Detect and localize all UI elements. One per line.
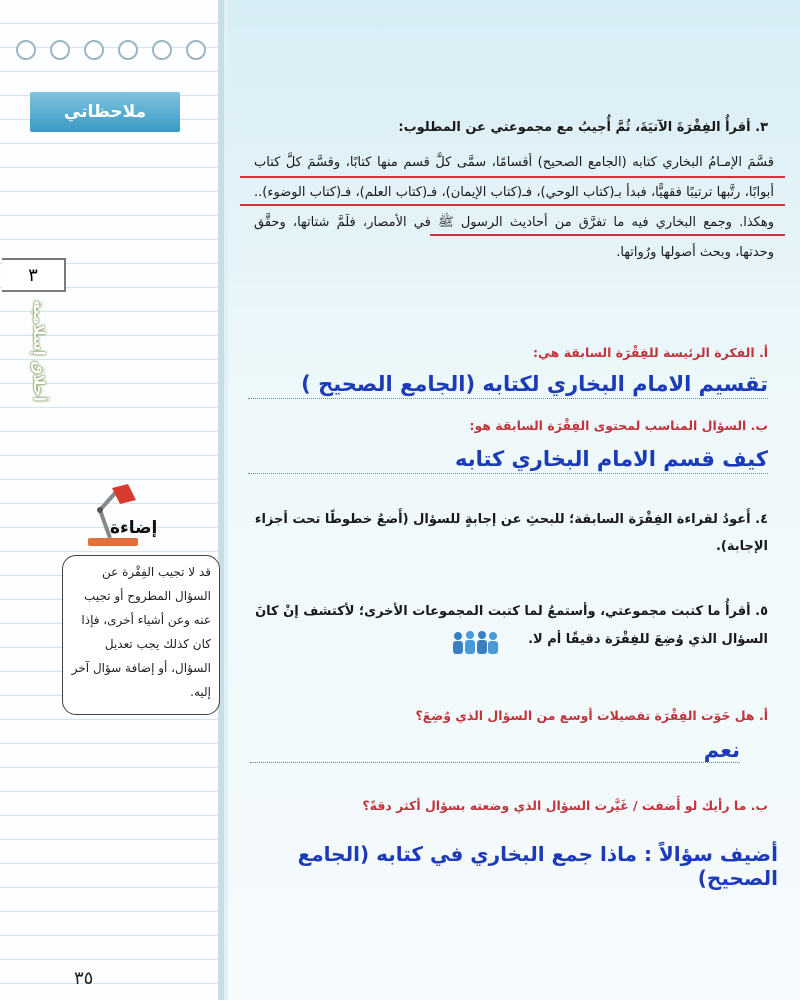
page-number: ٣٥ bbox=[74, 968, 94, 989]
question-5b-answer[interactable]: أضيف سؤالاً : ماذا جمع البخاري في كتابه (الجامع الصحيح) bbox=[297, 842, 778, 890]
question-5a-label: أ. هل حَوَت الفِقْرَة تفصيلات أوسع من السؤال الذي وُضِعَ؟ bbox=[415, 708, 768, 723]
question-5a-answer[interactable]: نعم bbox=[250, 738, 740, 763]
question-4-text: ٤. أَعودُ لقراءة الفِقْرَة السابقة؛ للبحثِ عن إجابةٍ للسؤال (أَضعُ خطوطًا تحت أجزاء الإجابة). bbox=[254, 512, 768, 554]
question-3-title: ٣. أقرأُ الفِقْرَةَ الآتيَةَ، ثُمَّ أُجيبُ مع مجموعتي عن المطلوب: bbox=[398, 120, 768, 135]
notes-title: ملاحظاتي bbox=[30, 92, 180, 132]
unit-title: أخلاق إسلامية bbox=[30, 300, 48, 402]
question-3a-answer[interactable]: تقسيم الامام البخاري لكتابه (الجامع الصحيح ) bbox=[248, 372, 768, 399]
tip-text: قد لا تجيب الفِقْرة عن السؤال المطروح أو تجيب عنه وعن أشياء أخرى، فإذا كان كذلك يجب تعديل السؤال، أو إضافة سؤال آخر إليه. bbox=[71, 565, 211, 699]
desk-lamp-icon bbox=[80, 480, 150, 550]
ring-icon bbox=[84, 40, 104, 60]
ring-icon bbox=[152, 40, 172, 60]
tip-box bbox=[62, 555, 220, 715]
answer-underline bbox=[430, 234, 785, 236]
answer-underline bbox=[240, 204, 785, 206]
question-5-text: ٥. أقرأُ ما كتبت مجموعتي، وأستمعُ لما كتبت المجموعات الأخرى؛ لأكتشف إنْ كانَ السؤال الذي وُضِعَ للفِقْرَة دقيقًا أم لا. bbox=[255, 604, 768, 647]
ring-icon bbox=[50, 40, 70, 60]
question-3a-label: أ. الفكرة الرئيسة للفِقْرَة السابقة هي: bbox=[533, 345, 768, 360]
ring-icon bbox=[118, 40, 138, 60]
unit-number: ٣ bbox=[2, 258, 66, 292]
question-3-paragraph: قسَّمَ الإمـامُ البخاري كتابه (الجامع الصحيح) أقسامًا، سمَّى كلَّ قسم منها كتابًا، وقسَّمَ كلَّ كتاب أبوابًا، رتَّبها ترتيبًا فقهيًّا، فبدأ بـ(كتاب الوحي)، فـ(كتاب الإيمان)، فـ(كتاب العلم)، فـ(كتاب الوضوء).. وهكذا. وجمع البخاري فيه ما تفرَّق من أحاديث الرسول ﷺ في الأمصار، فلَمَّ شتاتها، وحقَّق وحدتها، وبحث أصولها ورُواتها. bbox=[254, 155, 774, 260]
tip-title: إضاءة bbox=[110, 518, 158, 538]
ring-icon bbox=[16, 40, 36, 60]
ring-icon bbox=[186, 40, 206, 60]
answer-underline bbox=[240, 176, 785, 178]
question-3b-label: ب. السؤال المناسب لمحتوى الفِقْرَة السابقة هو: bbox=[469, 418, 768, 433]
notes-notebook bbox=[0, 0, 224, 1000]
question-3b-answer[interactable]: كيف قسم الامام البخاري كتابه bbox=[248, 447, 768, 474]
group-icon bbox=[451, 630, 499, 656]
question-5b-label: ب. ما رأيك لو أَضفت / غَيَّرت السؤال الذي وضعته بسؤال أكثر دقةً؟ bbox=[362, 798, 768, 813]
